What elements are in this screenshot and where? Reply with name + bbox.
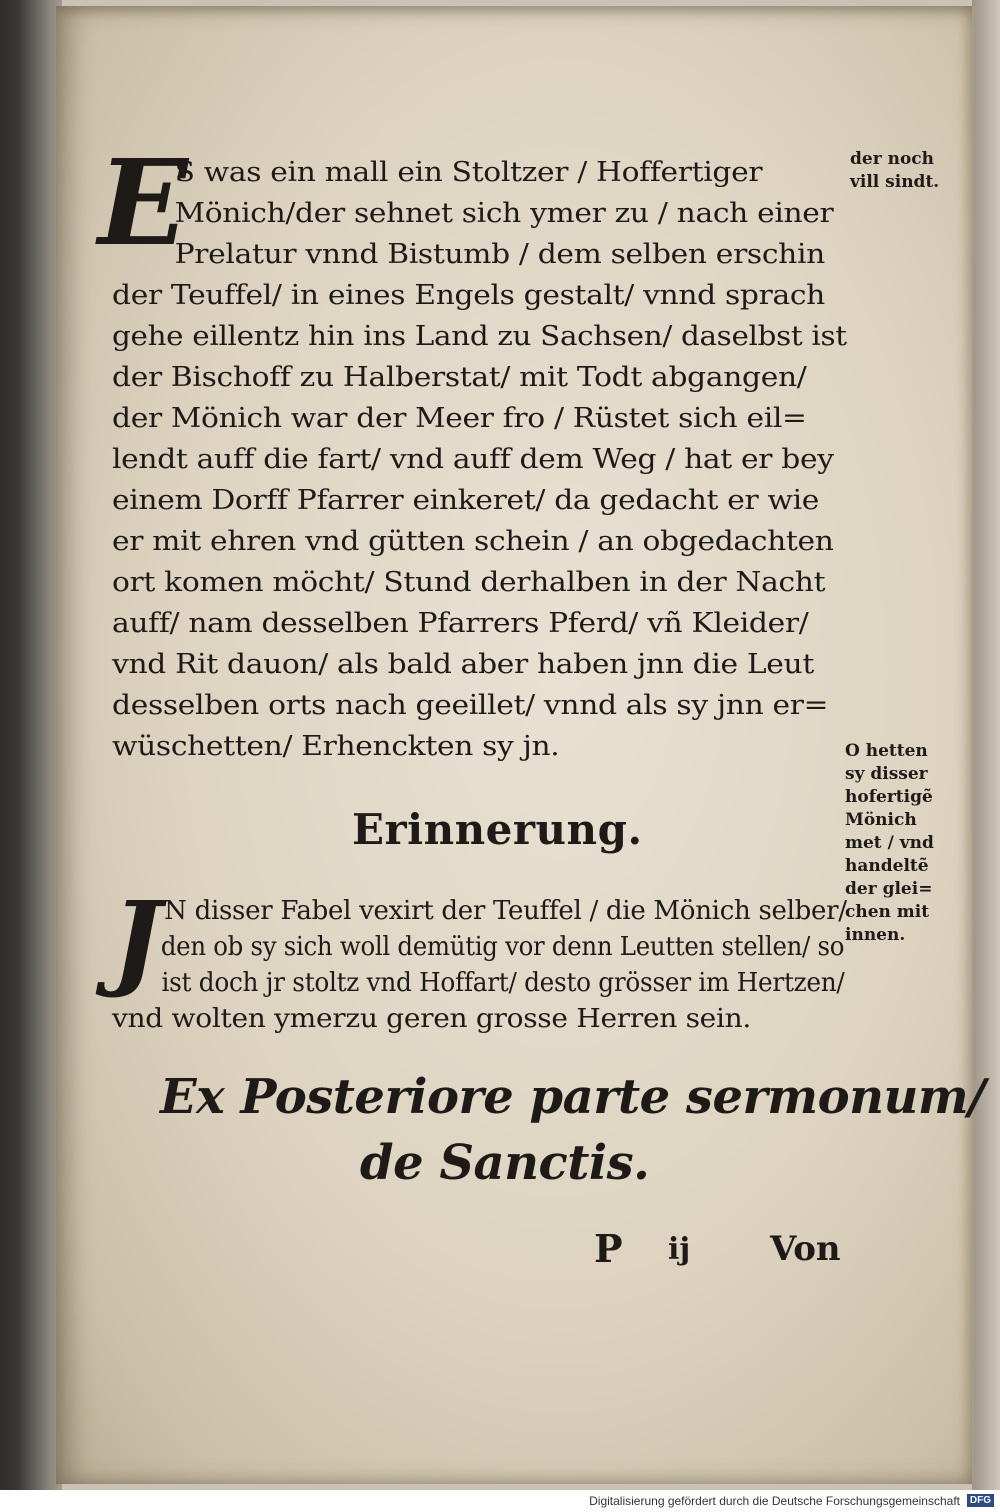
footer-bar bbox=[0, 1490, 1000, 1512]
margin-line: der glei= bbox=[845, 879, 933, 899]
text-line: ort komen möcht/ Stund derhalben in der Nacht bbox=[112, 566, 826, 598]
text-line: ist doch jr stoltz vnd Hoffart/ desto grösser im Hertzen/ bbox=[161, 968, 845, 998]
margin-line: innen. bbox=[845, 925, 906, 945]
text-line: der Bischoff zu Halberstat/ mit Todt abgangen/ bbox=[112, 361, 807, 393]
latin-source-title bbox=[160, 1064, 985, 1196]
initial-capital-e: E bbox=[98, 133, 188, 272]
text-line: desselben orts nach geeillet/ vnnd als sy jnn er= bbox=[112, 689, 829, 721]
text-line: den ob sy sich woll demütig vor denn Leutten stellen/ so bbox=[160, 932, 845, 962]
text-line: N disser Fabel vexirt der Teuffel / die Mönich selber/ bbox=[164, 896, 847, 926]
text-line: wüschetten/ Erhenckten sy jn. bbox=[112, 730, 560, 762]
text-line: Mönich/der sehnet sich ymer zu / nach einer bbox=[174, 197, 834, 229]
margin-note-middle bbox=[845, 740, 934, 947]
margin-line: vill sindt. bbox=[850, 172, 940, 192]
dfg-logo: DFG bbox=[967, 1494, 994, 1507]
margin-line: met / vnd bbox=[845, 833, 934, 853]
text-line: S was ein mall ein Stoltzer / Hoffertiger bbox=[174, 156, 763, 188]
section-heading: Erinnerung. bbox=[352, 805, 643, 854]
text-line: vnd wolten ymerzu geren grosse Herren sein. bbox=[112, 1004, 752, 1034]
margin-note-top bbox=[850, 148, 939, 194]
signature-mark: P bbox=[594, 1226, 623, 1271]
margin-line: sy disser bbox=[845, 764, 928, 784]
text-line: auff/ nam desselben Pfarrers Pferd/ vñ Kleider/ bbox=[112, 607, 809, 639]
text-line: gehe eillentz hin ins Land zu Sachsen/ daselbst ist bbox=[112, 320, 847, 352]
signature-number: ij bbox=[668, 1232, 691, 1267]
fable-text bbox=[112, 152, 847, 767]
text-line: einem Dorff Pfarrer einkeret/ da gedacht er wie bbox=[112, 484, 820, 516]
book-binding bbox=[0, 0, 62, 1512]
margin-line: hofertigẽ bbox=[845, 787, 933, 807]
text-line: der Mönich war der Meer fro / Rüstet sich eil= bbox=[112, 402, 807, 434]
latin-title-line: de Sanctis. bbox=[360, 1135, 650, 1191]
text-line: Prelatur vnnd Bistumb / dem selben erschin bbox=[174, 238, 825, 270]
moral-text bbox=[112, 893, 847, 1037]
margin-line: der noch bbox=[850, 149, 934, 169]
margin-line: O hetten bbox=[845, 741, 928, 761]
margin-line: Mönich bbox=[845, 810, 917, 830]
text-line: der Teuffel/ in eines Engels gestalt/ vnnd sprach bbox=[112, 279, 825, 311]
funding-credit: Digitalisierung gefördert durch die Deutsche Forschungsgemeinschaft bbox=[589, 1494, 960, 1508]
initial-capital-j: J bbox=[112, 878, 162, 1001]
catchword: Von bbox=[770, 1229, 841, 1269]
text-line: vnd Rit dauon/ als bald aber haben jnn die Leut bbox=[112, 648, 814, 680]
page-edge bbox=[972, 0, 1000, 1512]
latin-title-line: Ex Posteriore parte sermonum/ bbox=[160, 1069, 986, 1125]
margin-line: chen mit bbox=[845, 902, 930, 922]
text-line: er mit ehren vnd gütten schein / an obgedachten bbox=[112, 525, 834, 557]
text-line: lendt auff die fart/ vnd auff dem Weg / hat er bey bbox=[112, 443, 834, 475]
margin-line: handeltẽ bbox=[845, 856, 929, 876]
